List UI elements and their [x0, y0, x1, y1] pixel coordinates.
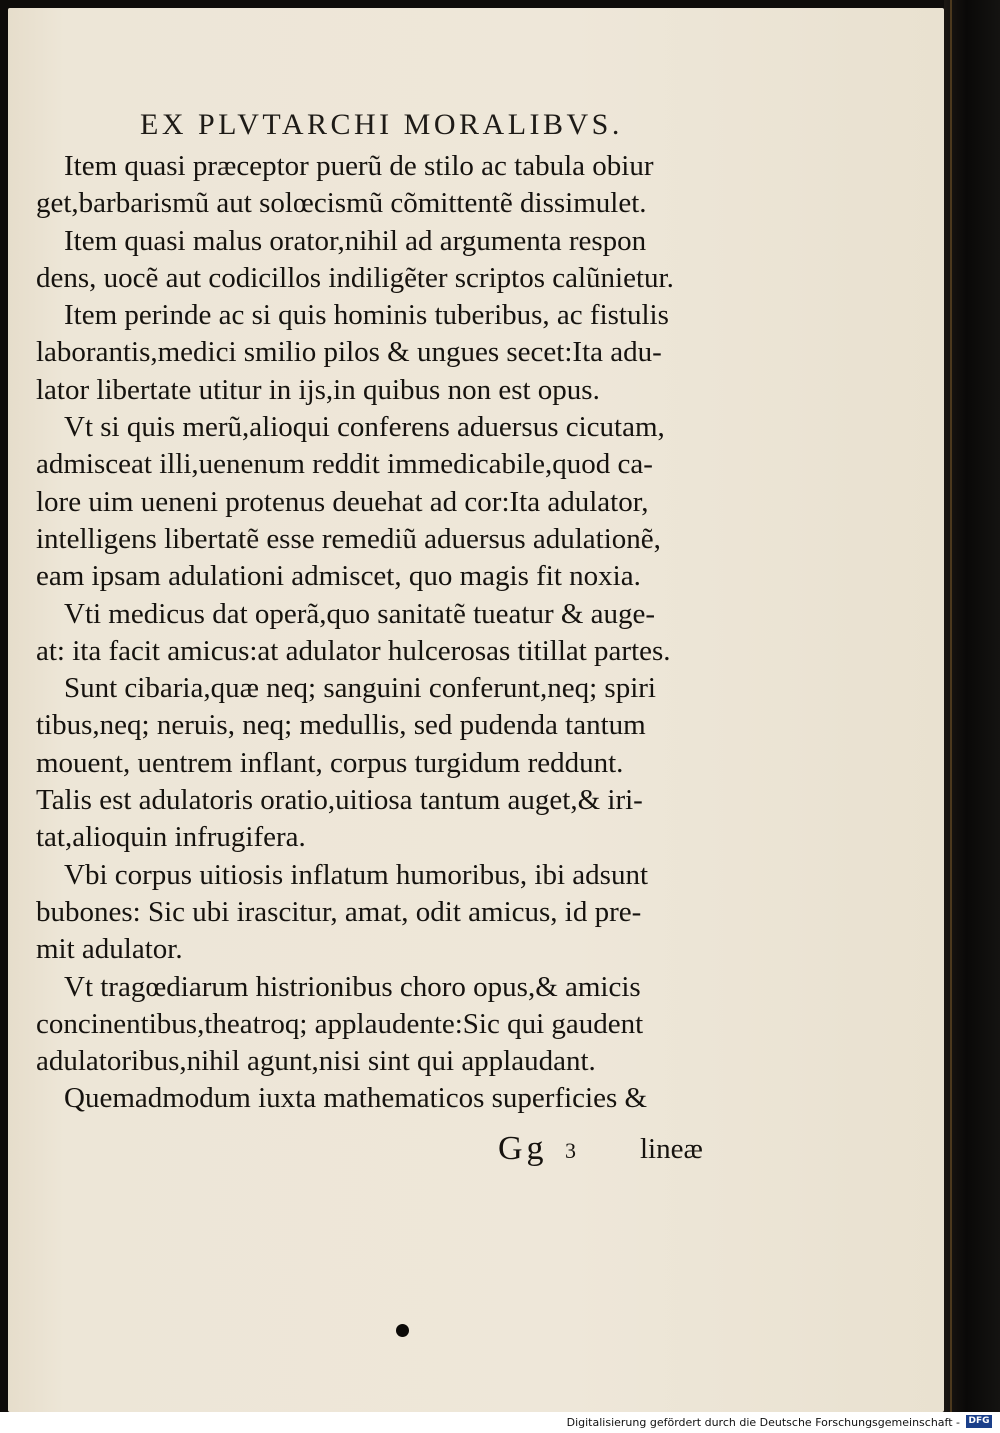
text-line: at: ita facit amicus:at adulator hulcerosas titillat partes.	[36, 634, 671, 667]
text-line: Vbi corpus uitiosis inflatum humoribus, ibi adsunt	[64, 858, 649, 891]
page-edge	[950, 0, 952, 1412]
text-line: Item quasi præceptor puerũ de stilo ac tabula obiur	[64, 150, 654, 182]
text-line: Quemadmodum iuxta mathematicos superficies &	[64, 1082, 648, 1115]
text-line: tibus,neq; neruis, neq; medullis, sed pudenda tantum	[36, 709, 646, 742]
footer-credit: Digitalisierung gefördert durch die Deutsche Forschungsgemeinschaft -	[566, 1416, 960, 1429]
text-line: dens, uocẽ aut codicillos indiligẽter scriptos calũnietur.	[36, 261, 674, 294]
text-line: Item perinde ac si quis hominis tuberibus, ac fistulis	[64, 299, 669, 332]
text-line: Vti medicus dat operã,quo sanitatẽ tueatur & auge-	[64, 597, 656, 630]
running-head: EX PLVTARCHI MORALIBVS.	[140, 108, 623, 141]
text-line: adulatoribus,nihil agunt,nisi sint qui applaudant.	[36, 1045, 596, 1078]
text-line: lore uim ueneni protenus deuehat ad cor:Ita adulator,	[36, 485, 649, 518]
book-gutter	[944, 0, 1000, 1412]
ink-dot	[396, 1324, 409, 1337]
text-line: eam ipsam adulationi admiscet, quo magis fit noxia.	[36, 560, 641, 593]
text-line: mouent, uentrem inflant, corpus turgidum reddunt.	[36, 746, 624, 779]
text-line: concinentibus,theatroq; applaudente:Sic qui gaudent	[36, 1007, 644, 1040]
signature-mark: Gg	[498, 1130, 548, 1167]
text-line: tat,alioquin infrugifera.	[36, 821, 306, 854]
signature-number: 3	[565, 1138, 576, 1163]
text-line: Talis est adulatoris oratio,uitiosa tantum auget,& iri-	[36, 784, 643, 817]
text-line: admisceat illi,uenenum reddit immedicabile,quod ca-	[36, 448, 653, 481]
catchword: lineæ	[640, 1133, 703, 1165]
text-line: Sunt cibaria,quæ neq; sanguini conferunt,neq; spiri	[64, 672, 656, 705]
text-line: lator libertate utitur in ijs,in quibus non est opus.	[36, 373, 600, 406]
text-line: mit adulator.	[36, 933, 183, 966]
text-line: Vt si quis merũ,alioqui conferens aduersus cicutam,	[64, 411, 665, 444]
footer-bar	[0, 1412, 1000, 1433]
text-line: laborantis,medici smilio pilos & ungues secet:Ita adu-	[36, 336, 662, 369]
text-line: bubones: Sic ubi irascitur, amat, odit amicus, id pre-	[36, 895, 642, 928]
text-line: Vt tragœdiarum histrionibus choro opus,& amicis	[64, 970, 641, 1003]
text-line: Item quasi malus orator,nihil ad argumenta respon	[64, 224, 647, 257]
text-block	[36, 148, 736, 1118]
dfg-logo: DFG	[966, 1415, 992, 1428]
text-line: get,barbarismũ aut solœcismũ cõmittentẽ dissimulet.	[36, 187, 647, 220]
text-line: intelligens libertatẽ esse remediũ aduersus adulationẽ,	[36, 522, 661, 555]
